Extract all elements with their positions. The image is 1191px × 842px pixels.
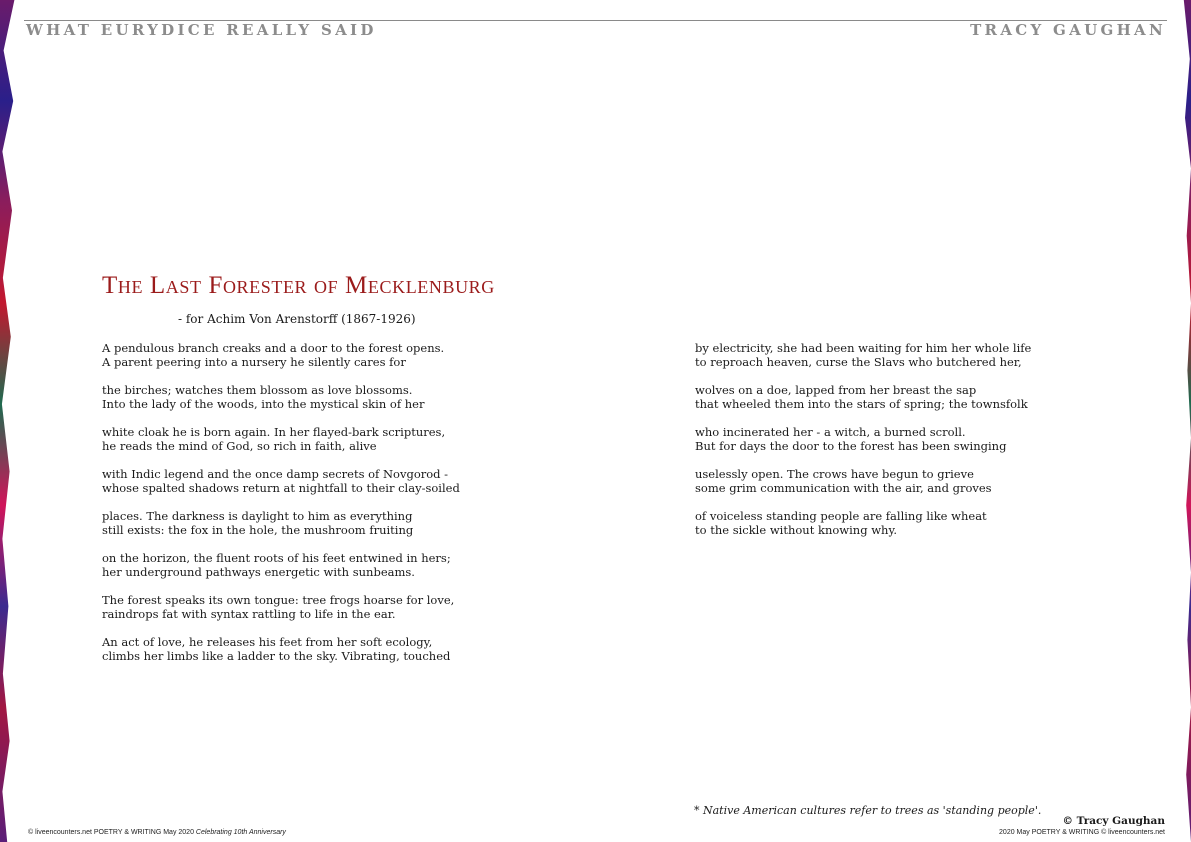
poem-line: climbs her limbs like a ladder to the sky. Vibrating, touched [102, 649, 451, 663]
stanza [695, 467, 1031, 495]
poem-line: her underground pathways energetic with sunbeams. [102, 565, 415, 579]
header-book-title: WHAT EURYDICE REALLY SAID [26, 21, 377, 39]
poem-line: the birches; watches them blossom as love blossoms. [102, 383, 413, 397]
poem-line: by electricity, she had been waiting for him her whole life [695, 341, 1032, 355]
stanza [695, 425, 1031, 453]
poem-column-left [102, 341, 460, 677]
poem-line: Into the lady of the woods, into the mystical skin of her [102, 397, 425, 411]
decorative-edge-left [0, 0, 24, 842]
poem-line: of voiceless standing people are falling like wheat [695, 509, 987, 523]
decorative-edge-right [1167, 0, 1191, 842]
footer-left-text: © liveencounters.net POETRY & WRITING May 2020 [28, 829, 196, 836]
poem-line: A pendulous branch creaks and a door to the forest opens. [102, 341, 445, 355]
poem-line: An act of love, he releases his feet from her soft ecology, [102, 635, 433, 649]
stanza [695, 383, 1031, 411]
footnote: * Native American cultures refer to trees as 'standing people'. [694, 804, 1042, 817]
stanza [102, 383, 460, 411]
stanza [695, 509, 1031, 537]
poem-line: raindrops fat with syntax rattling to life in the ear. [102, 607, 396, 621]
footer-right: 2020 May POETRY & WRITING © liveencounters.net [999, 829, 1165, 836]
footer-left [28, 829, 286, 836]
poem-line: on the horizon, the fluent roots of his feet entwined in hers; [102, 551, 451, 565]
poem-title: The Last Forester of Mecklenburg [102, 272, 495, 299]
poem-line: whose spalted shadows return at nightfall to their clay-soiled [102, 481, 460, 495]
stanza [102, 551, 460, 579]
poem-line: who incinerated her - a witch, a burned scroll. [695, 425, 966, 439]
poem-line: places. The darkness is daylight to him as everything [102, 509, 413, 523]
poem-line: with Indic legend and the once damp secrets of Novgorod - [102, 467, 449, 481]
poem-line: white cloak he is born again. In her flayed-bark scriptures, [102, 425, 446, 439]
footer-anniversary-text: Celebrating 10th Anniversary [195, 829, 286, 836]
poem-column-right [695, 341, 1031, 551]
poem-line: uselessly open. The crows have begun to grieve [695, 467, 974, 481]
stanza [695, 341, 1031, 369]
poem-line: The forest speaks its own tongue: tree frogs hoarse for love, [102, 593, 455, 607]
poem-line: to the sickle without knowing why. [695, 523, 898, 537]
stanza [102, 341, 460, 369]
poem-line: to reproach heaven, curse the Slavs who butchered her, [695, 355, 1022, 369]
header-author: TRACY GAUGHAN [970, 21, 1166, 39]
stanza [102, 509, 460, 537]
poem-line: some grim communication with the air, and groves [695, 481, 992, 495]
stanza [102, 467, 460, 495]
stanza [102, 425, 460, 453]
poem-line: that wheeled them into the stars of spring; the townsfolk [695, 397, 1028, 411]
copyright-notice: © Tracy Gaughan [1062, 815, 1165, 827]
poem-line: But for days the door to the forest has been swinging [695, 439, 1007, 453]
poem-line: still exists: the fox in the hole, the mushroom fruiting [102, 523, 414, 537]
poem-line: he reads the mind of God, so rich in faith, alive [102, 439, 377, 453]
stanza [102, 635, 460, 663]
poem-line: A parent peering into a nursery he silently cares for [102, 355, 406, 369]
stanza [102, 593, 460, 621]
poem-dedication: - for Achim Von Arenstorff (1867-1926) [178, 312, 416, 326]
poem-line: wolves on a doe, lapped from her breast the sap [695, 383, 977, 397]
